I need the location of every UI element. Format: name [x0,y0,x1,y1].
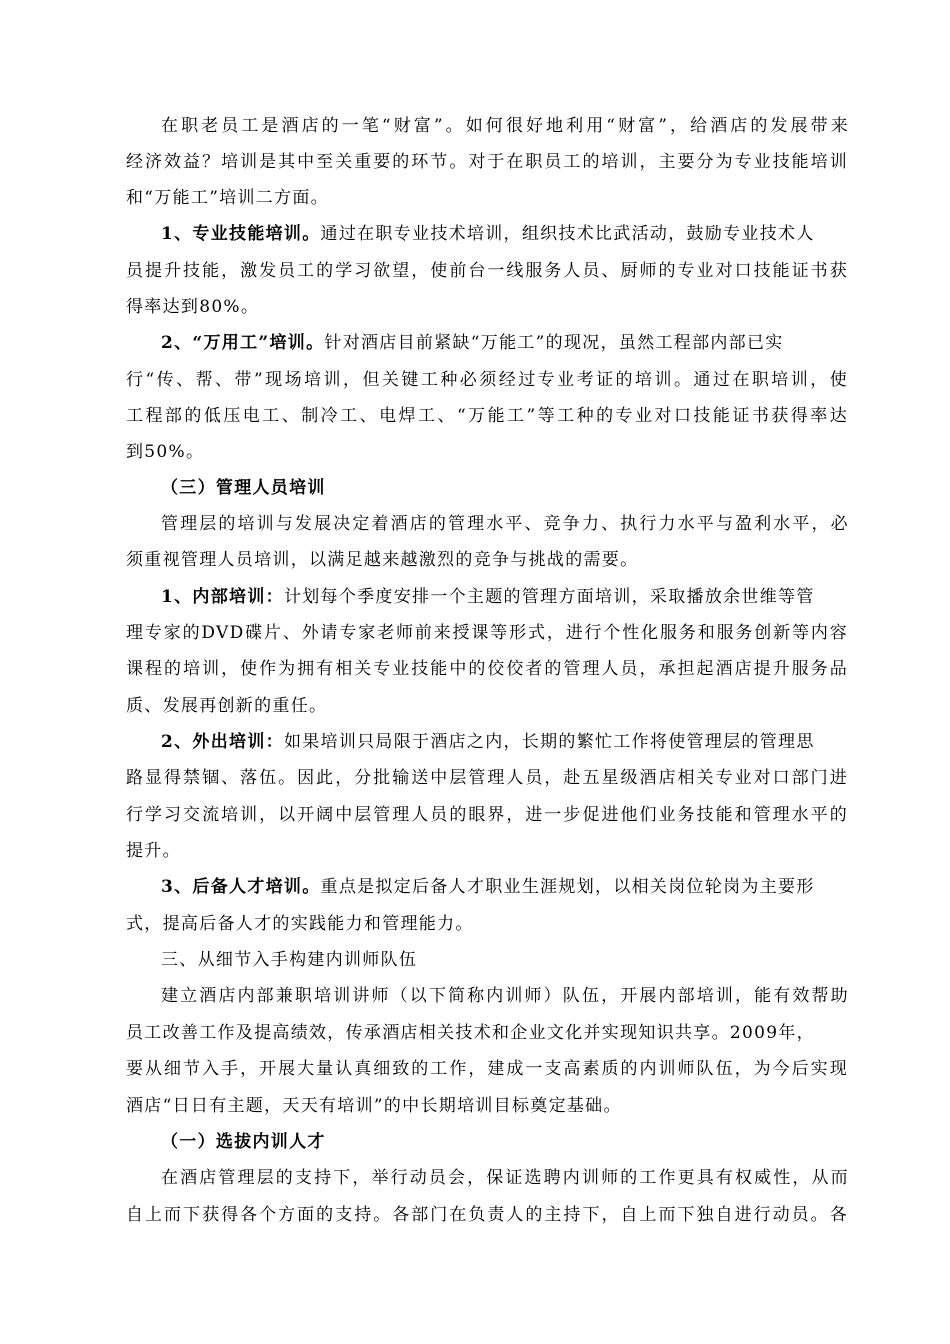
text-line: 在职老员工是酒店的一笔“财富”。如何很好地利用“财富”，给酒店的发展带来 [161,116,849,136]
text-line: 提升。 [126,841,181,861]
text-line: 和“万能工”培训二方面。 [126,188,329,208]
paragraph-first-line [161,875,849,899]
text-line: 到50%。 [126,442,205,462]
paragraph-first-line [161,222,849,246]
paragraph-first-line [161,585,849,609]
text-line: 须重视管理人员培训，以满足越来越激烈的竞争与挑战的需要。 [126,550,639,570]
section-heading [161,476,849,500]
text-line: 质、发展再创新的重任。 [126,696,328,716]
item-heading: 2、外出培训： [161,732,284,752]
text-line: 课程的培训，使作为拥有相关专业技能中的佼佼者的管理人员，承担起酒店提升服务品 [126,659,848,679]
paragraph-first-line [161,730,849,754]
text-line: 建立酒店内部兼职培训讲师（以下简称内训师）队伍，开展内部培训，能有效帮助 [161,986,849,1006]
text-line: 自上而下获得各个方面的支持。各部门在负责人的主持下，自上而下独自进行动员。各 [126,1205,848,1225]
text-line: 行“传、帮、带”现场培训，但关键工种必须经过专业考证的培训。通过在职培训，使 [126,370,848,390]
text-run: 重点是拟定后备人才职业生涯规划，以相关岗位轮岗为主要形 [320,877,815,897]
text-run: 针对酒店目前紧缺“万能工”的现况，虽然工程部内部已实 [324,333,784,353]
text-line: 得率达到80%。 [126,297,260,317]
text-line: 行学习交流培训，以开阔中层管理人员的眼界，进一步促进他们业务技能和管理水平的 [126,805,848,825]
text-line: 式，提高后备人才的实践能力和管理能力。 [126,914,474,934]
text-line: 工程部的低压电工、制冷工、电焊工、“万能工”等工种的专业对口技能证书获得率达 [126,406,848,426]
text-line: 经济效益？培训是其中至关重要的环节。对于在职员工的培训，主要分为专业技能培训 [126,152,848,172]
item-heading: 1、专业技能培训。 [161,224,321,244]
text-line: 理专家的DVD碟片、外请专家老师前来授课等形式，进行个性化服务和服务创新等内容 [126,623,848,643]
section-heading-text: （三）管理人员培训 [161,478,326,498]
text-line: 员工改善工作及提高绩效，传承酒店相关技术和企业文化并实现知识共享。2009年， [126,1023,815,1043]
section-heading-text: （一）选拔内训人才 [161,1132,326,1152]
text-line: 在酒店管理层的支持下，举行动员会，保证选聘内训师的工作更具有权威性，从而 [161,1168,849,1188]
paragraph-first-line [161,331,849,355]
text-line: 酒店“日日有主题，天天有培训”的中长期培训目标奠定基础。 [126,1096,622,1116]
text-line: 员提升技能，激发员工的学习欲望，使前台一线服务人员、厨师的专业对口技能证书获 [126,261,848,281]
text-line: 要从细节入手，开展大量认真细致的工作，建成一支高素质的内训师队伍，为今后实现 [126,1059,848,1079]
text-line: 管理层的培训与发展决定着酒店的管理水平、竞争力、执行力水平与盈利水平，必 [161,514,849,534]
section-heading: 三、从细节入手构建内训师队伍 [161,950,418,970]
text-run: 如果培训只局限于酒店之内，长期的繁忙工作将使管理层的管理思 [283,732,815,752]
text-run: 计划每个季度安排一个主题的管理方面培训，采取播放余世维等管 [283,587,815,607]
section-heading [161,1130,849,1154]
text-line: 路显得禁锢、落伍。因此，分批输送中层管理人员，赴五星级酒店相关专业对口部门进 [126,768,848,788]
item-heading: 1、内部培训： [161,587,284,607]
text-run: 通过在职专业技术培训，组织技术比武活动，鼓励专业技术人 [320,224,815,244]
item-heading: 2、“万用工”培训。 [161,333,325,353]
item-heading: 3、后备人才培训。 [161,877,321,897]
